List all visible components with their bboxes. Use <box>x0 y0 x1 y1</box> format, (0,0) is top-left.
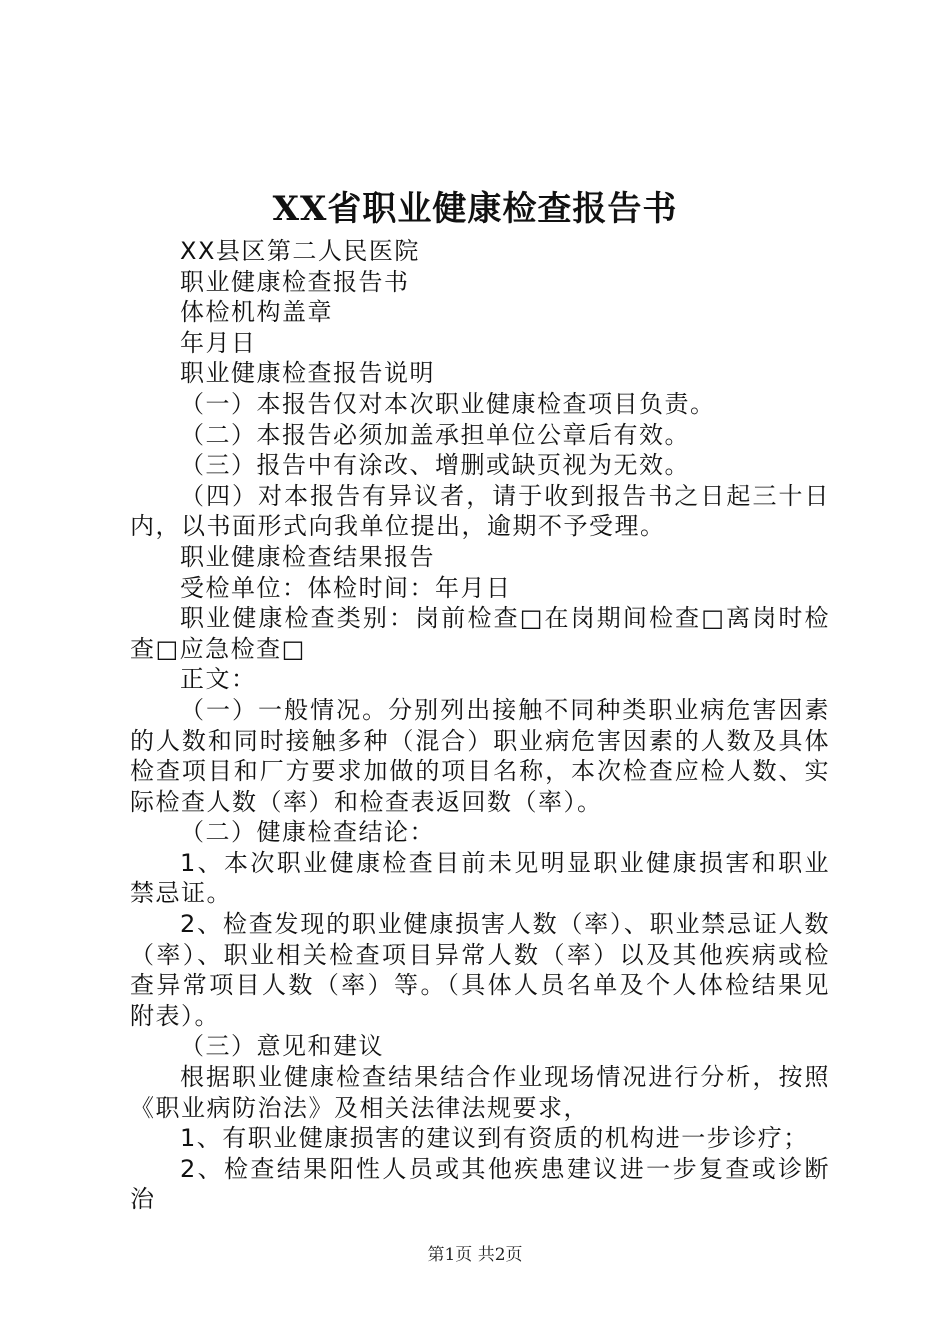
inspected-unit-line: 受检单位：体检时间：年月日 <box>180 573 512 602</box>
hospital-name: XX县区第二人民医院 <box>180 237 420 265</box>
advice-item-1: 1、有职业健康损害的建议到有资质的机构进一步诊疗； <box>180 1124 809 1153</box>
document-title: XX省职业健康检查报告书 <box>272 189 678 229</box>
body-label: 正文： <box>180 665 257 694</box>
exam-category-line: 职业健康检查类别：岗前检查□在岗期间检查□离岗时检查□应急检查□ <box>130 604 830 663</box>
conclusion-item-2: 2、检查发现的职业健康损害人数（率）、职业禁忌证人数（率）、职业相关检查项目异常人数（率）以及其他疾病或检查异常项目人数（率）等。（具体人员名单及个人体检结果见附表）。 <box>130 910 830 1030</box>
instruction-item-2: （二）本报告必须加盖承担单位公章后有效。 <box>180 420 690 449</box>
advice-item-2: 2、检查结果阳性人员或其他疾患建议进一步复查或诊断治 <box>130 1154 830 1214</box>
seal-line: 体检机构盖章 <box>180 298 333 327</box>
instruction-item-4: （四）对本报告有异议者，请于收到报告书之日起三十日内，以书面形式向我单位提出，逾期不予受理。 <box>130 481 830 541</box>
advice-heading: （三）意见和建议 <box>180 1032 384 1061</box>
instruction-item-1: （一）本报告仅对本次职业健康检查项目负责。 <box>180 389 716 418</box>
page-footer: 第1页 共2页 <box>427 1245 523 1265</box>
advice-intro: 根据职业健康检查结果结合作业现场情况进行分析，按照《职业病防治法》及相关法律法规要求， <box>130 1063 830 1122</box>
date-line: 年月日 <box>180 328 257 357</box>
document-body <box>130 236 830 1215</box>
general-situation-paragraph: （一）一般情况。分别列出接触不同种类职业病危害因素的人数和同时接触多种（混合）职业病危害因素的人数及具体检查项目和厂方要求加做的项目名称，本次检查应检人数、实际检查人数（率）和检查表返回数（率）。 <box>130 695 830 816</box>
section-heading-instructions: 职业健康检查报告说明 <box>180 359 435 388</box>
conclusion-heading: （二）健康检查结论： <box>180 818 435 847</box>
report-name: 职业健康检查报告书 <box>180 267 410 296</box>
conclusion-item-1: 1、本次职业健康检查目前未见明显职业健康损害和职业禁忌证。 <box>130 848 830 908</box>
instruction-item-3: （三）报告中有涂改、增删或缺页视为无效。 <box>180 451 690 480</box>
section-heading-results: 职业健康检查结果报告 <box>180 542 435 571</box>
